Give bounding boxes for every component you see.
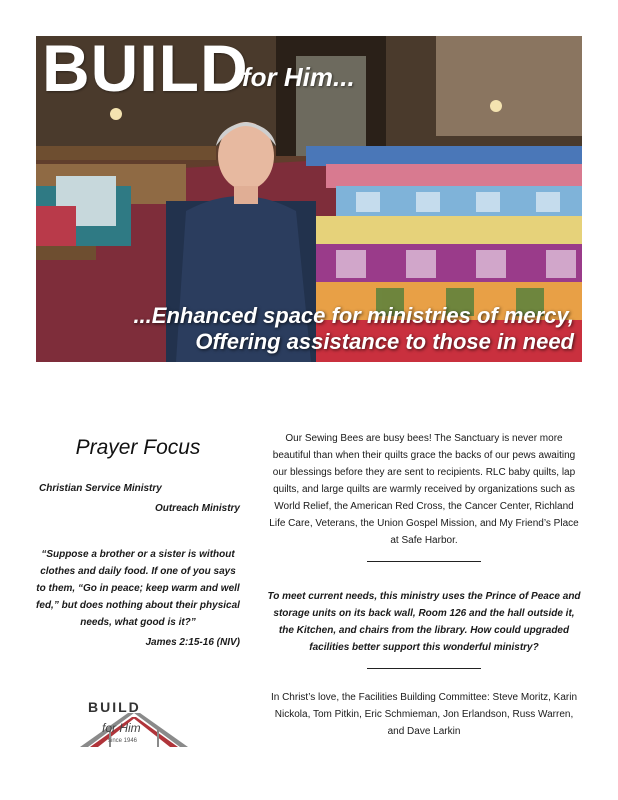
- prayer-focus-column: [36, 436, 240, 648]
- hero-caption-line1: ...Enhanced space for ministries of mercy,: [133, 303, 574, 328]
- committee-signature: In Christ’s love, the Facilities Building Committee: Steve Moritz, Karin Nickola, Tom Pitkin, Eric Schmieman, Jon Erlandson, Russ Warren, and Dave Larkin: [270, 692, 578, 737]
- ministry-outreach: Outreach Ministry: [154, 503, 240, 514]
- hero-title-for-him: for Him...: [242, 62, 355, 92]
- hero-photo: [36, 36, 582, 362]
- ministry-christian-service: Christian Service Ministry: [39, 483, 162, 494]
- hero-caption-line2: Offering assistance to those in need: [195, 329, 574, 354]
- divider-2: [367, 668, 481, 669]
- sewing-bees-paragraph: Our Sewing Bees are busy bees! The Sanctuary is never more beautiful than when their quilts grace the backs of our pews awaiting our blessings before they are sent to recipients. RLC baby quilts, lap quilts, and large quilts are warmly received by organizations such as World Relief, the American Red Cross, the Cancer Center, Richland Life Care, Veterans, the Union Gospel Mission, and My Friend’s Place at Safe Harbor.: [269, 433, 579, 546]
- divider-1: [367, 561, 481, 562]
- body-column: [266, 430, 582, 740]
- logo-for-him-text: for Him: [102, 721, 141, 735]
- hero-title-build: BUILD: [42, 36, 249, 105]
- logo-since-text: since 1946: [108, 738, 138, 744]
- current-needs-paragraph: To meet current needs, this ministry uses the Prince of Peace and storage units on its back wall, Room 126 and the hall outside it, the Kitchen, and chairs from the library. How could upgraded facilities better support this wonderful ministry?: [267, 591, 581, 653]
- build-for-him-logo: [70, 699, 198, 759]
- scripture-reference: James 2:15-16 (NIV): [145, 637, 240, 648]
- prayer-focus-title: Prayer Focus: [75, 436, 201, 459]
- logo-build-text: BUILD: [88, 699, 141, 715]
- scripture-quote: “Suppose a brother or a sister is without clothes and daily food. If one of you says to them, “Go in peace; keep warm and well fed,” but does nothing about their physical needs, what good is it?”: [36, 549, 240, 628]
